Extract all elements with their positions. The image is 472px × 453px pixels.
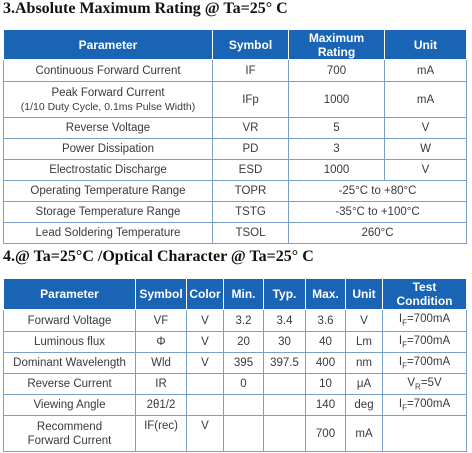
cell-condition (383, 332, 467, 353)
cell-condition (383, 353, 467, 374)
cell-max: 140 (306, 395, 346, 416)
cell-unit: mA (346, 416, 383, 452)
cell-typ (264, 395, 306, 416)
cell-condition (383, 416, 467, 452)
section-title-optical-character: 4.@ Ta=25°C /Optical Character @ Ta=25° C (3, 248, 314, 265)
cell-unit: V (346, 310, 383, 332)
condition-subscript: F (402, 340, 407, 350)
table-row (4, 60, 467, 82)
header-test-condition: Test Condition (383, 279, 467, 310)
cell-parameter: Electrostatic Discharge (4, 160, 213, 181)
cell-parameter (4, 82, 213, 118)
cell-parameter: Luminous flux (4, 332, 136, 353)
condition-value: =700mA (406, 334, 451, 347)
cell-color: V (187, 332, 224, 353)
cell-unit: mA (385, 82, 467, 118)
cell-typ: 30 (264, 332, 306, 353)
parameter-main: Peak Forward Current (51, 86, 165, 99)
table-row (4, 353, 467, 374)
condition-symbol: I (398, 397, 403, 410)
cell-symbol: TSOL (213, 223, 289, 244)
cell-unit: deg (346, 395, 383, 416)
cell-color: V (187, 310, 224, 332)
parameter-note: (1/10 Duty Cycle, 0.1ms Pulse Width) (20, 100, 196, 113)
cell-unit: W (385, 139, 467, 160)
cell-unit: V (385, 160, 467, 181)
cell-color (187, 374, 224, 395)
table-row (4, 181, 467, 202)
condition-symbol: I (398, 334, 403, 347)
cell-min (224, 395, 264, 416)
cell-symbol: Wld (136, 353, 187, 374)
table-row (4, 160, 467, 181)
header-unit: Unit (385, 30, 467, 60)
cell-unit: μA (346, 374, 383, 395)
condition-value: =700mA (406, 355, 451, 368)
cell-unit: nm (346, 353, 383, 374)
cell-symbol: IF (213, 60, 289, 82)
condition-symbol: I (398, 355, 403, 368)
cell-min (224, 416, 264, 452)
header-parameter: Parameter (4, 279, 136, 310)
cell-symbol: TSTG (213, 202, 289, 223)
cell-rating-merged: -25°C to +80°C (289, 181, 467, 202)
cell-parameter: Recommend Forward Current (4, 416, 136, 452)
cell-parameter: Storage Temperature Range (4, 202, 213, 223)
header-maximum-rating: Maximum Rating (289, 30, 385, 60)
cell-min: 0 (224, 374, 264, 395)
header-typ: Typ. (264, 279, 306, 310)
cell-typ: 3.4 (264, 310, 306, 332)
table-row (4, 332, 467, 353)
table-row (4, 223, 467, 244)
cell-rating: 5 (289, 118, 385, 139)
cell-min: 3.2 (224, 310, 264, 332)
cell-max: 700 (306, 416, 346, 452)
table-row (4, 118, 467, 139)
section-title-absolute-max: 3.Absolute Maximum Rating @ Ta=25° C (3, 0, 288, 17)
absolute-max-rating-table (3, 29, 467, 244)
condition-value: =700mA (406, 313, 451, 326)
cell-rating: 3 (289, 139, 385, 160)
cell-max: 10 (306, 374, 346, 395)
cell-condition (383, 374, 467, 395)
cell-symbol: VR (213, 118, 289, 139)
table-row (4, 310, 467, 332)
cell-unit: mA (385, 60, 467, 82)
table-row (4, 395, 467, 416)
cell-unit: V (385, 118, 467, 139)
cell-parameter: Viewing Angle (4, 395, 136, 416)
table-row (4, 139, 467, 160)
cell-parameter: Continuous Forward Current (4, 60, 213, 82)
table-row (4, 202, 467, 223)
cell-symbol: 2θ1/2 (136, 395, 187, 416)
cell-color: V (187, 353, 224, 374)
header-symbol: Symbol (136, 279, 187, 310)
table-header-row (4, 30, 467, 60)
condition-subscript: F (402, 403, 407, 413)
header-min: Min. (224, 279, 264, 310)
cell-symbol: IR (136, 374, 187, 395)
condition-symbol: V (407, 376, 416, 389)
table-row (4, 374, 467, 395)
cell-parameter: Reverse Voltage (4, 118, 213, 139)
header-color: Color (187, 279, 224, 310)
condition-subscript: F (402, 361, 407, 371)
cell-max: 40 (306, 332, 346, 353)
cell-parameter: Dominant Wavelength (4, 353, 136, 374)
header-unit: Unit (346, 279, 383, 310)
condition-symbol: I (398, 313, 403, 326)
cell-min: 395 (224, 353, 264, 374)
cell-rating: 700 (289, 60, 385, 82)
cell-unit: Lm (346, 332, 383, 353)
condition-subscript: F (402, 318, 407, 328)
cell-parameter: Reverse Current (4, 374, 136, 395)
cell-parameter: Lead Soldering Temperature (4, 223, 213, 244)
condition-value: =700mA (406, 397, 451, 410)
cell-condition (383, 395, 467, 416)
header-symbol: Symbol (213, 30, 289, 60)
cell-max: 400 (306, 353, 346, 374)
condition-value: =5V (420, 376, 442, 389)
cell-symbol: TOPR (213, 181, 289, 202)
cell-typ (264, 416, 306, 452)
cell-parameter: Power Dissipation (4, 139, 213, 160)
cell-parameter: Forward Voltage (4, 310, 136, 332)
cell-typ: 397.5 (264, 353, 306, 374)
cell-color: V (187, 416, 224, 452)
cell-condition (383, 310, 467, 332)
header-parameter: Parameter (4, 30, 213, 60)
cell-rating: 1000 (289, 82, 385, 118)
cell-color (187, 395, 224, 416)
cell-symbol: VF (136, 310, 187, 332)
header-max: Max. (306, 279, 346, 310)
cell-min: 20 (224, 332, 264, 353)
cell-parameter: Operating Temperature Range (4, 181, 213, 202)
cell-rating-merged: 260°C (289, 223, 467, 244)
cell-symbol: IF(rec) (136, 416, 187, 452)
cell-typ (264, 374, 306, 395)
cell-symbol: ESD (213, 160, 289, 181)
cell-symbol: Φ (136, 332, 187, 353)
table-header-row (4, 279, 467, 310)
cell-symbol: PD (213, 139, 289, 160)
condition-subscript: R (415, 382, 421, 392)
cell-symbol: IFp (213, 82, 289, 118)
optical-character-table (3, 278, 467, 452)
table-row (4, 416, 467, 452)
cell-rating-merged: -35°C to +100°C (289, 202, 467, 223)
table-row (4, 82, 467, 118)
cell-max: 3.6 (306, 310, 346, 332)
cell-rating: 1000 (289, 160, 385, 181)
